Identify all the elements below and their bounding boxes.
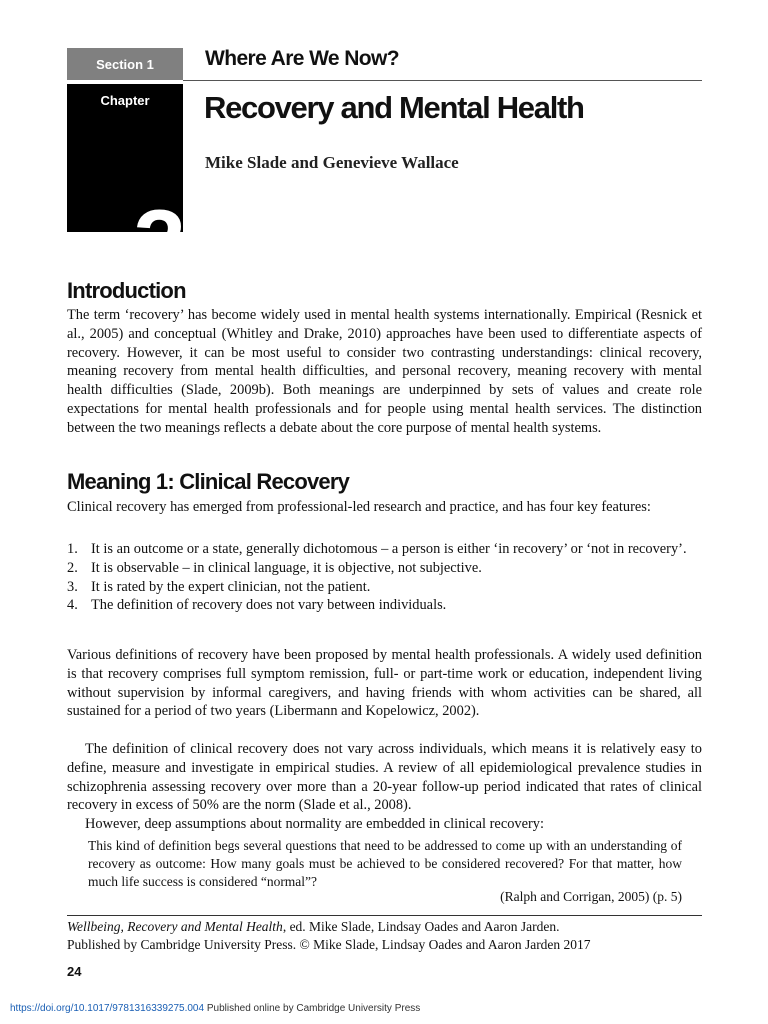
list-item — [67, 540, 702, 559]
book-citation — [67, 917, 560, 936]
chapter-label: Chapter — [100, 93, 150, 108]
list-item-text: The definition of recovery does not vary between individuals. — [91, 597, 447, 614]
list-item-number: 4. — [67, 597, 78, 614]
list-item-text: It is rated by the expert clinician, not the patient. — [91, 578, 371, 595]
book-title: Wellbeing, Recovery and Mental Health — [67, 919, 283, 934]
doi-line — [10, 1003, 420, 1014]
chapter-title: Recovery and Mental Health — [204, 90, 584, 125]
chapter-number: 3 — [133, 190, 183, 295]
list-item-number: 1. — [67, 541, 78, 557]
section-divider — [183, 80, 702, 81]
list-item-text: It is observable – in clinical language, it is objective, not subjective. — [91, 559, 482, 576]
footer-divider — [67, 915, 702, 916]
authors: Mike Slade and Genevieve Wallace — [205, 153, 459, 172]
paragraph-clinical-definition: The definition of clinical recovery does not vary across individuals, which means it is relatively easy to define, measure and investigate in empirical studies. A review of all epidemiological prevalence studies in schizophrenia assessing recovery over more than a 20-year follow-up period indicated that rates of clinical recovery in excess of 50% are the norm (Slade et al., 2008). — [67, 741, 702, 814]
introduction-heading: Introduction — [67, 278, 186, 303]
doi-link[interactable]: https://doi.org/10.1017/9781316339275.004 — [10, 1003, 205, 1014]
introduction-text: The term ‘recovery’ has become widely used in mental health systems internationally. Empirical (Resnick et al., 2005) and conceptual (Whitley and Drake, 2010) approaches have been used to differentiate aspects of recovery. However, it can be most useful to consider two contrasting understandings: clinical recovery, meaning recovery from mental health difficulties, and personal recovery, meaning recovery with mental health difficulties (Slade, 2009b). Both meanings are underpinned by sets of values and create role expectations for mental health professionals and for people using mental health services. The distinction between the two meanings reflects a debate about the core purpose of mental health systems. — [67, 307, 702, 436]
block-quote: This kind of definition begs several questions that need to be addressed to come up with an understanding of recovery as outcome: How many goals must be achieved to be considered recovered? For that matter, how much life success is considered “normal”? — [88, 838, 682, 889]
paragraph-normality: However, deep assumptions about normality are embedded in clinical recovery: — [85, 816, 544, 832]
list-item-number: 2. — [67, 559, 78, 576]
features-list — [67, 540, 702, 615]
section-label-text: Section 1 — [96, 56, 154, 72]
section-title: Where Are We Now? — [205, 47, 399, 70]
meaning1-lead: Clinical recovery has emerged from professional-led research and practice, and has four key features: — [67, 499, 651, 515]
list-item — [67, 596, 702, 615]
paragraph-definitions: Various definitions of recovery have been proposed by mental health professionals. A widely used definition is that recovery comprises full symptom remission, full- or part-time work or education, independent living without supervision by informal caregivers, and having friends with whom activities can be shared, all sustained for a period of two years (Libermann and Kopelowicz, 2002). — [67, 647, 702, 720]
page-number: 24 — [67, 964, 82, 979]
list-item-number: 3. — [67, 578, 78, 595]
publisher-line: Published by Cambridge University Press. © Mike Slade, Lindsay Oades and Aaron Jarden 2017 — [67, 937, 591, 952]
book-citation-rest: , ed. Mike Slade, Lindsay Oades and Aaron Jarden. — [282, 919, 560, 934]
meaning1-heading: Meaning 1: Clinical Recovery — [67, 469, 350, 494]
list-item-text: It is an outcome or a state, generally dichotomous – a person is either ‘in recovery’ or ‘not in recovery’. — [91, 541, 687, 557]
list-item — [67, 559, 702, 578]
doi-text: Published online by Cambridge University Press — [204, 1003, 421, 1014]
quote-source: (Ralph and Corrigan, 2005) (p. 5) — [500, 889, 682, 904]
list-item — [67, 578, 702, 597]
section-label — [67, 48, 183, 80]
